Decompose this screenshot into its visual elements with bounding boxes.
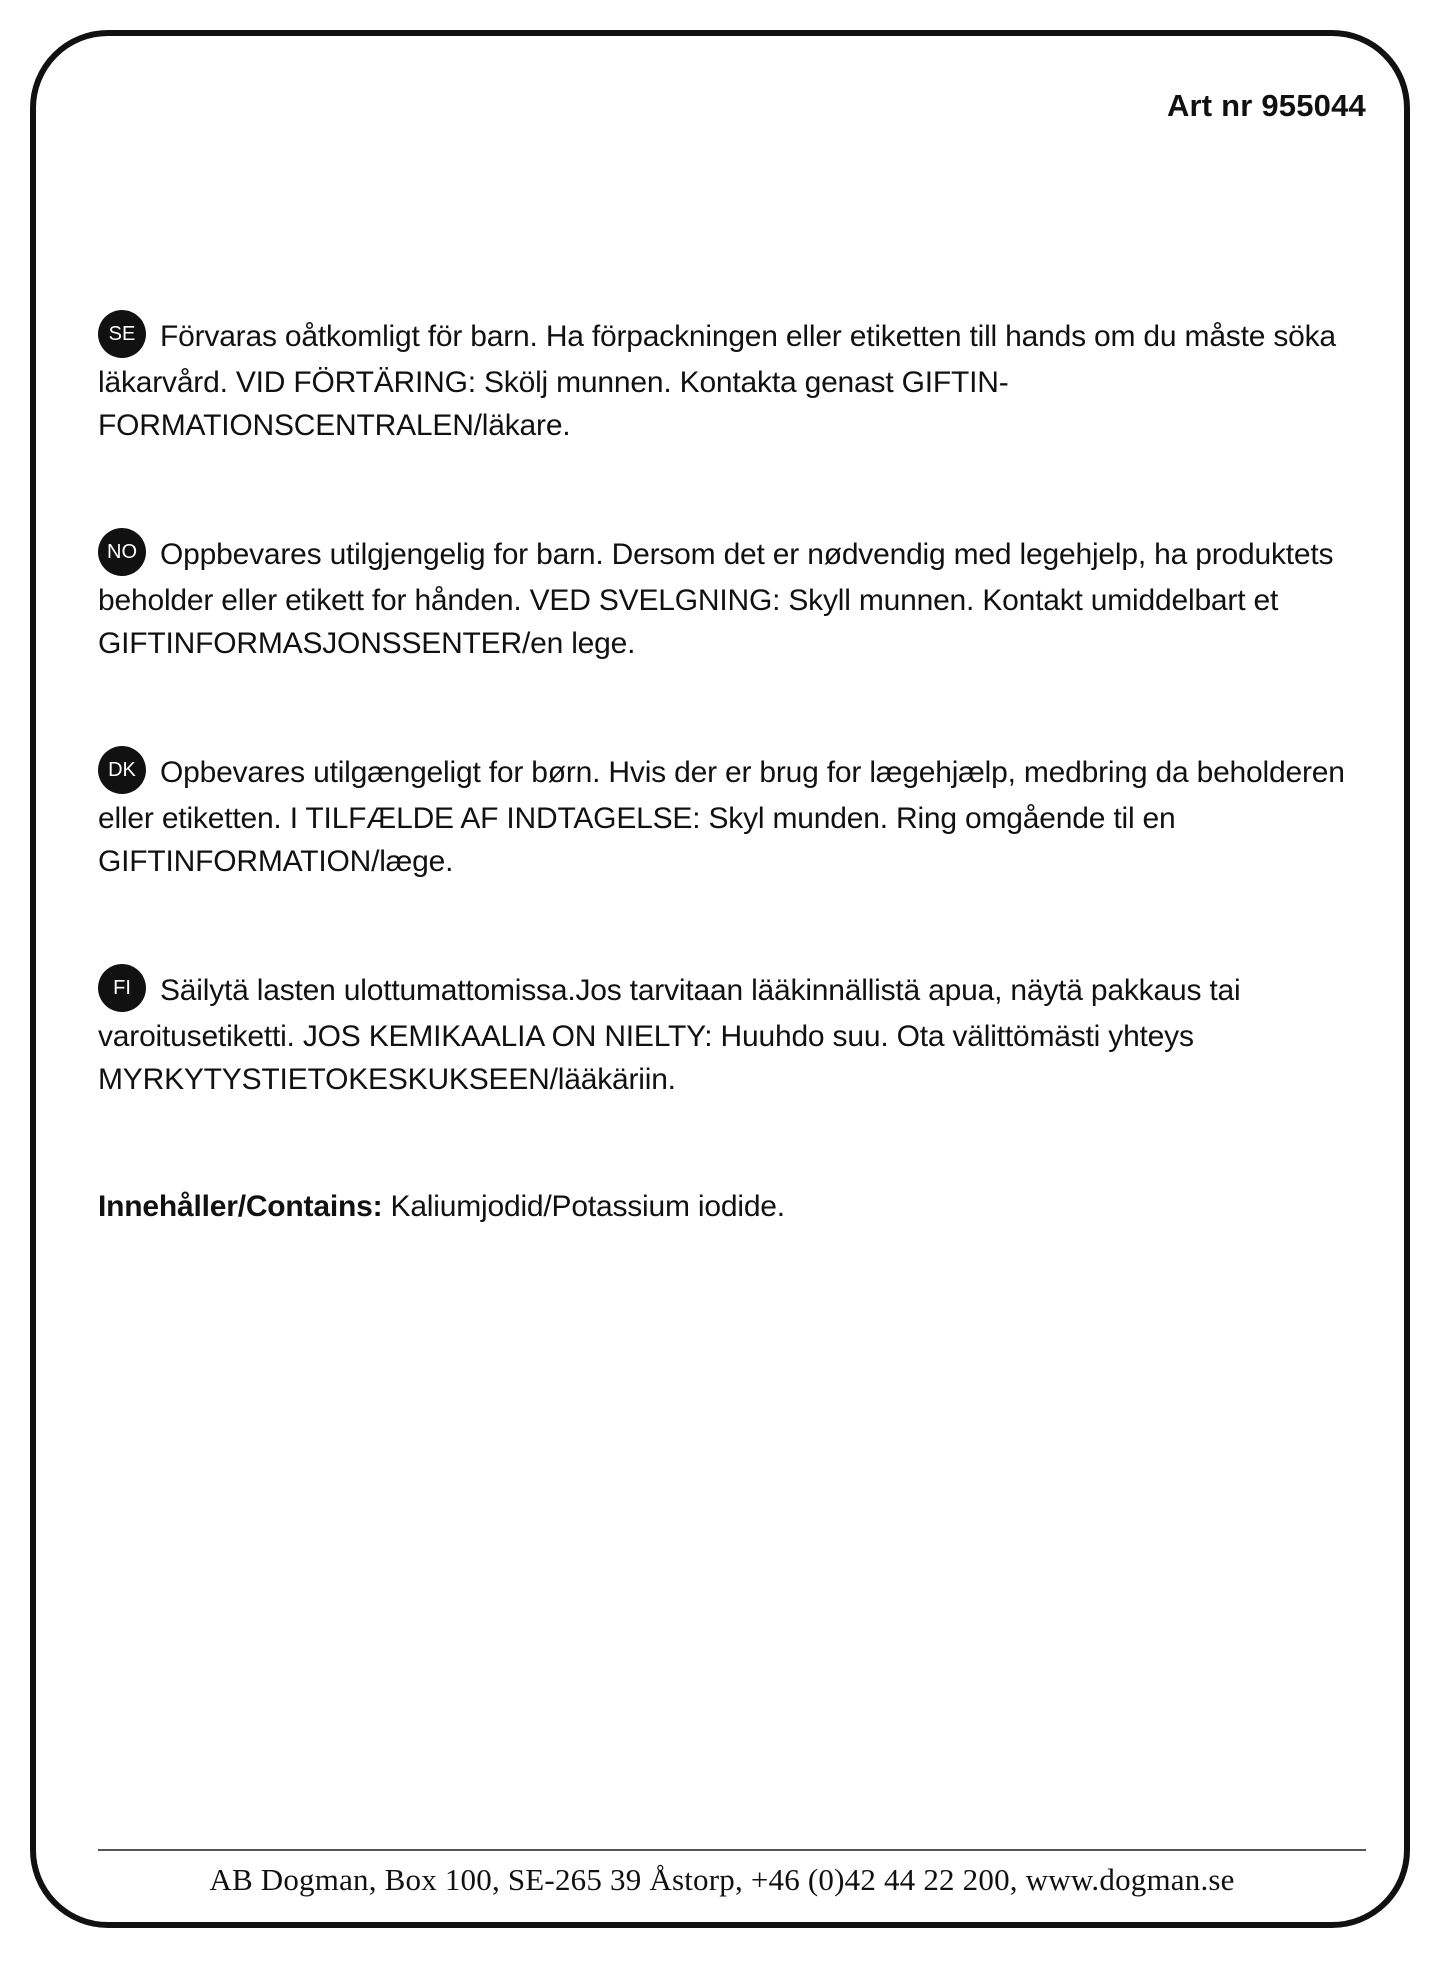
footer-divider: [98, 1849, 1366, 1851]
warning-fi: [98, 968, 1368, 1101]
warning-dk-text: Opbevares utilgængeligt for børn. Hvis der er brug for lægehjælp, medbring da beholderen eller etiketten. I TILFÆLDE AF INDTAGELSE: Skyl munden. Ring omgående til en GIFTINFORMATION/læge.: [98, 755, 1345, 878]
company-footer: AB Dogman, Box 100, SE-265 39 Åstorp, +46 (0)42 44 22 200, www.dogman.se: [209, 1862, 1235, 1897]
warning-se: [98, 314, 1368, 447]
warning-no: [98, 532, 1368, 665]
warning-dk: [98, 750, 1368, 883]
contains-line: [98, 1186, 1368, 1229]
lang-badge-fi: FI: [98, 964, 146, 1012]
warning-fi-text: Säilytä lasten ulottumattomissa.Jos tarvitaan lääkinnällistä apua, näytä pakkaus tai varoitusetiketti. JOS KEMIKAALIA ON NIELTY: Huuhdo suu. Ota välittömästi yhteys MYRKYTYSTIETOKESKUKSEEN/lääkäriin.: [98, 973, 1241, 1096]
warning-text-block: [98, 314, 1368, 1229]
article-number: Art nr 955044: [1166, 88, 1366, 123]
contains-label: Innehåller/Contains:: [98, 1190, 383, 1223]
warning-se-text: Förvaras oåtkomligt för barn. Ha förpackningen eller etiketten till hands om du måste söka läkarvård. VID FÖRTÄRING: Skölj munnen. Kontakta genast GIFTIN-FORMATIONSCENTRALEN/läkare.: [98, 319, 1336, 442]
lang-badge-dk: DK: [98, 746, 146, 794]
lang-badge-se: SE: [98, 310, 146, 358]
contains-value: Kaliumjodid/Potassium iodide.: [390, 1190, 785, 1223]
lang-badge-no: NO: [98, 528, 146, 576]
warning-no-text: Oppbevares utilgjengelig for barn. Dersom det er nødvendig med legehjelp, ha produktets beholder eller etikett for hånden. VED SVELGNING: Skyll munnen. Kontakt umiddelbart et GIFTINFORMASJONSSENTER/en lege.: [98, 537, 1334, 660]
